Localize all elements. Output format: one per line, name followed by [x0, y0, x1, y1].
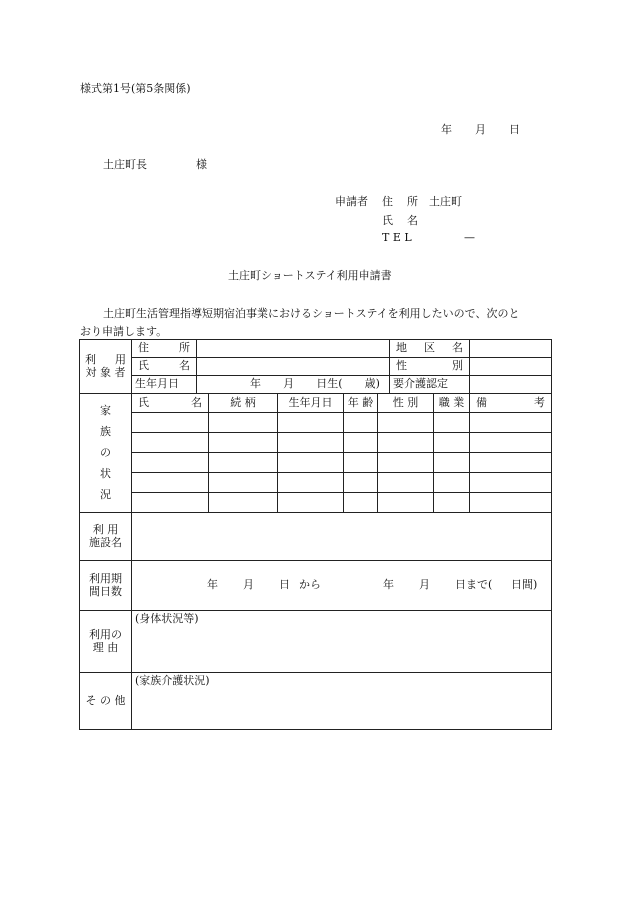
family-name-input[interactable] [132, 413, 209, 433]
family-age-input[interactable] [344, 453, 378, 473]
reason-label: 利用の 理 由 [80, 611, 132, 673]
subject-district-input[interactable] [470, 340, 552, 358]
intro-line-2: おり申請します。 [80, 325, 168, 338]
family-relation-input[interactable] [209, 453, 278, 473]
facility-label: 利 用 施設名 [80, 513, 132, 561]
other-note: (家族介護状況) [135, 674, 210, 687]
subject-address-input[interactable] [197, 340, 390, 358]
subject-row-address [80, 340, 552, 358]
subject-birth-label: 生年月日 [132, 376, 197, 394]
family-age-input[interactable] [344, 413, 378, 433]
family-job-input[interactable] [434, 473, 470, 493]
subject-row-name [80, 358, 552, 376]
family-col-remarks: 備 考 [470, 394, 552, 413]
other-label: そ の 他 [80, 673, 132, 730]
subject-address-label: 住 所 [132, 340, 197, 358]
family-label: 家 族 の 状 況 [80, 394, 132, 513]
subject-name-input[interactable] [197, 358, 390, 376]
family-row [80, 453, 552, 473]
other-row [80, 673, 552, 730]
facility-row [80, 513, 552, 561]
family-col-name: 氏 名 [132, 394, 209, 413]
family-age-input[interactable] [344, 433, 378, 453]
applicant-name-label-1: 氏 [382, 214, 393, 227]
family-row [80, 473, 552, 493]
family-row [80, 433, 552, 453]
applicant-tel-dash: — [464, 231, 475, 244]
family-gender-input[interactable] [378, 433, 434, 453]
family-gender-input[interactable] [378, 473, 434, 493]
addressee-name: 土庄町長 [103, 158, 147, 171]
subject-care-label: 要介護認定 [390, 376, 470, 394]
family-age-input[interactable] [344, 473, 378, 493]
family-remarks-input[interactable] [470, 433, 552, 453]
subject-district-label: 地 区 名 [390, 340, 470, 358]
family-name-input[interactable] [132, 493, 209, 513]
family-birth-input[interactable] [278, 473, 344, 493]
date-month-label: 月 [475, 123, 486, 136]
family-job-input[interactable] [434, 433, 470, 453]
family-header-row [80, 394, 552, 413]
date-line [441, 121, 520, 137]
applicant-address-label-1: 住 [382, 195, 393, 208]
family-age-input[interactable] [344, 493, 378, 513]
family-col-relation: 続 柄 [209, 394, 278, 413]
family-col-birth: 生年月日 [278, 394, 344, 413]
family-birth-input[interactable] [278, 453, 344, 473]
subject-care-input[interactable] [470, 376, 552, 394]
family-gender-input[interactable] [378, 493, 434, 513]
addressee-honorific: 様 [196, 158, 207, 171]
period-input[interactable]: 年 月 日 から 年 月 日まで( 日間) [132, 561, 552, 611]
reason-input[interactable] [132, 611, 552, 673]
family-row [80, 493, 552, 513]
subject-birth-input[interactable]: 年 月 日生( 歳) [197, 376, 390, 394]
subject-gender-label: 性 別 [390, 358, 470, 376]
subject-label: 利 用 対 象 者 [80, 340, 132, 394]
family-name-input[interactable] [132, 453, 209, 473]
family-col-job: 職 業 [434, 394, 470, 413]
date-year-label: 年 [441, 123, 452, 136]
applicant-name-label-2: 名 [407, 214, 418, 227]
family-birth-input[interactable] [278, 433, 344, 453]
family-relation-input[interactable] [209, 473, 278, 493]
family-name-input[interactable] [132, 433, 209, 453]
applicant-address-label [382, 193, 418, 209]
family-remarks-input[interactable] [470, 413, 552, 433]
applicant-name-label [382, 212, 418, 228]
family-birth-input[interactable] [278, 493, 344, 513]
form-title: 土庄町ショートステイ利用申請書 [228, 269, 392, 282]
family-gender-input[interactable] [378, 453, 434, 473]
family-job-input[interactable] [434, 453, 470, 473]
family-col-age: 年 齢 [344, 394, 378, 413]
applicant-address-value: 土庄町 [429, 195, 462, 208]
subject-gender-input[interactable] [470, 358, 552, 376]
family-col-gender: 性 別 [378, 394, 434, 413]
application-table [79, 339, 552, 730]
reason-row [80, 611, 552, 673]
period-label: 利用期 間日数 [80, 561, 132, 611]
intro-line-1: 土庄町生活管理指導短期宿泊事業におけるショートステイを利用したいので、次のと [103, 307, 520, 320]
facility-input[interactable] [132, 513, 552, 561]
form-number: 様式第1号(第5条関係) [80, 82, 191, 95]
family-job-input[interactable] [434, 493, 470, 513]
family-birth-input[interactable] [278, 413, 344, 433]
family-remarks-input[interactable] [470, 453, 552, 473]
family-gender-input[interactable] [378, 413, 434, 433]
family-remarks-input[interactable] [470, 493, 552, 513]
family-relation-input[interactable] [209, 493, 278, 513]
family-name-input[interactable] [132, 473, 209, 493]
reason-note: (身体状況等) [135, 612, 199, 625]
applicant-label: 申請者 [335, 195, 368, 208]
family-job-input[interactable] [434, 413, 470, 433]
family-remarks-input[interactable] [470, 473, 552, 493]
subject-row-birth [80, 376, 552, 394]
family-row [80, 413, 552, 433]
other-input[interactable] [132, 673, 552, 730]
period-row [80, 561, 552, 611]
family-relation-input[interactable] [209, 413, 278, 433]
date-day-label: 日 [509, 123, 520, 136]
subject-name-label: 氏 名 [132, 358, 197, 376]
family-relation-input[interactable] [209, 433, 278, 453]
applicant-tel-label: T E L [382, 231, 412, 244]
applicant-address-label-2: 所 [407, 195, 418, 208]
